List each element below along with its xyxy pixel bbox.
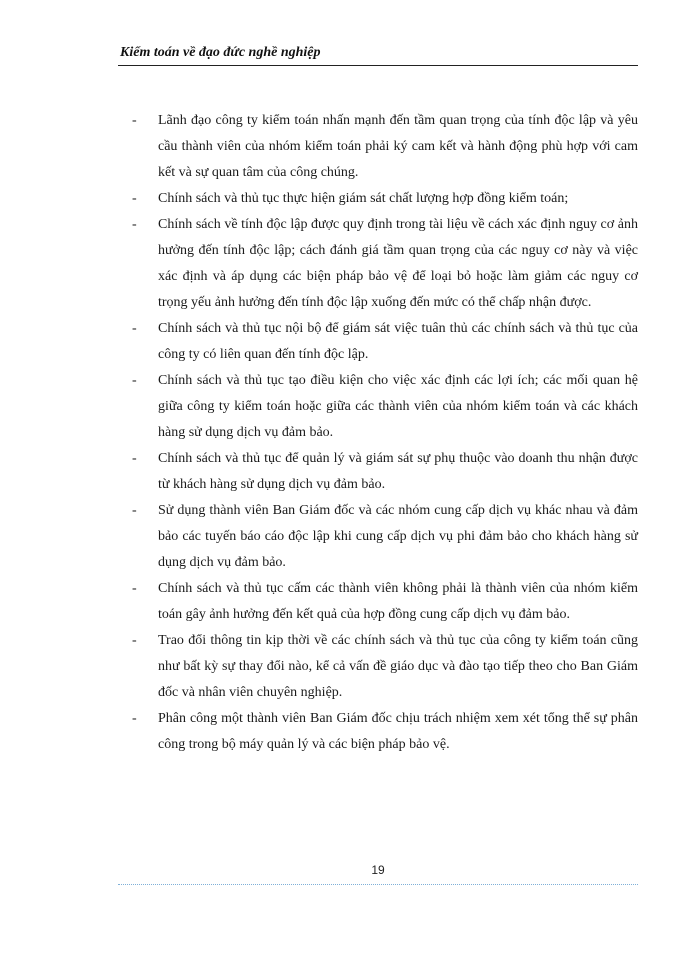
page-header: [118, 44, 638, 66]
bullet-text: Chính sách và thủ tục cấm các thành viên không phải là thành viên của nhóm kiểm toán gây ảnh hưởng đến kết quả của hợp đồng cung cấp dịch vụ đảm bảo.: [158, 581, 638, 622]
bullet-item: [118, 628, 638, 706]
page-footer: [118, 862, 638, 885]
bullet-dash: -: [132, 373, 137, 388]
bullet-item: [118, 446, 638, 498]
page-body: [118, 108, 638, 758]
bullet-dash: -: [132, 451, 137, 466]
bullet-dash: -: [132, 321, 137, 336]
bullet-text: Phân công một thành viên Ban Giám đốc chịu trách nhiệm xem xét tổng thể sự phân công trong bộ máy quản lý và các biện pháp bảo vệ.: [158, 711, 638, 752]
bullet-item: [118, 576, 638, 628]
bullet-item: [118, 108, 638, 186]
bullet-item: [118, 212, 638, 316]
bullet-dash: -: [132, 217, 137, 232]
page-number: 19: [371, 863, 385, 877]
bullet-item: [118, 498, 638, 576]
bullet-list: [118, 108, 638, 758]
bullet-text: Chính sách và thủ tục tạo điều kiện cho việc xác định các lợi ích; các mối quan hệ giữa công ty kiểm toán hoặc giữa các thành viên của nhóm kiểm toán và các khách hàng sử dụng dịch vụ đảm bảo.: [158, 373, 638, 440]
bullet-dash: -: [132, 503, 137, 518]
footer-divider: [118, 884, 638, 885]
bullet-item: [118, 316, 638, 368]
header-divider: [118, 65, 638, 66]
bullet-item: [118, 368, 638, 446]
bullet-dash: -: [132, 191, 137, 206]
bullet-item: [118, 706, 638, 758]
bullet-text: Chính sách và thủ tục thực hiện giám sát chất lượng hợp đồng kiểm toán;: [158, 191, 569, 206]
bullet-dash: -: [132, 633, 137, 648]
bullet-text: Chính sách về tính độc lập được quy định trong tài liệu về cách xác định nguy cơ ảnh hưởng đến tính độc lập; cách đánh giá tầm quan trọng của các nguy cơ này và việc xác định và áp dụng các biện pháp bảo vệ để loại bỏ hoặc làm giảm các nguy cơ trọng yếu ảnh hưởng đến tính độc lập xuống đến mức có thể chấp nhận được.: [158, 217, 638, 310]
bullet-text: Chính sách và thủ tục nội bộ để giám sát việc tuân thủ các chính sách và thủ tục của công ty có liên quan đến tính độc lập.: [158, 321, 638, 362]
bullet-text: Lãnh đạo công ty kiểm toán nhấn mạnh đến tầm quan trọng của tính độc lập và yêu cầu thành viên của nhóm kiểm toán phải ký cam kết và hành động phù hợp với cam kết và sự quan tâm của công chúng.: [158, 113, 638, 180]
header-title: Kiểm toán về đạo đức nghề nghiệp: [120, 45, 321, 60]
bullet-dash: -: [132, 711, 137, 726]
bullet-dash: -: [132, 113, 137, 128]
bullet-dash: -: [132, 581, 137, 596]
bullet-item: [118, 186, 638, 212]
bullet-text: Chính sách và thủ tục để quản lý và giám sát sự phụ thuộc vào doanh thu nhận được từ khách hàng sử dụng dịch vụ đảm bảo.: [158, 451, 638, 492]
bullet-text: Trao đổi thông tin kịp thời về các chính sách và thủ tục của công ty kiểm toán cũng như bất kỳ sự thay đổi nào, kể cả vấn đề giáo dục và đào tạo tiếp theo cho Ban Giám đốc và nhân viên chuyên nghiệp.: [158, 633, 638, 700]
bullet-text: Sử dụng thành viên Ban Giám đốc và các nhóm cung cấp dịch vụ khác nhau và đảm bảo các tuyến báo cáo độc lập khi cung cấp dịch vụ phi đảm bảo cho khách hàng sử dụng dịch vụ đảm bảo.: [158, 503, 638, 570]
